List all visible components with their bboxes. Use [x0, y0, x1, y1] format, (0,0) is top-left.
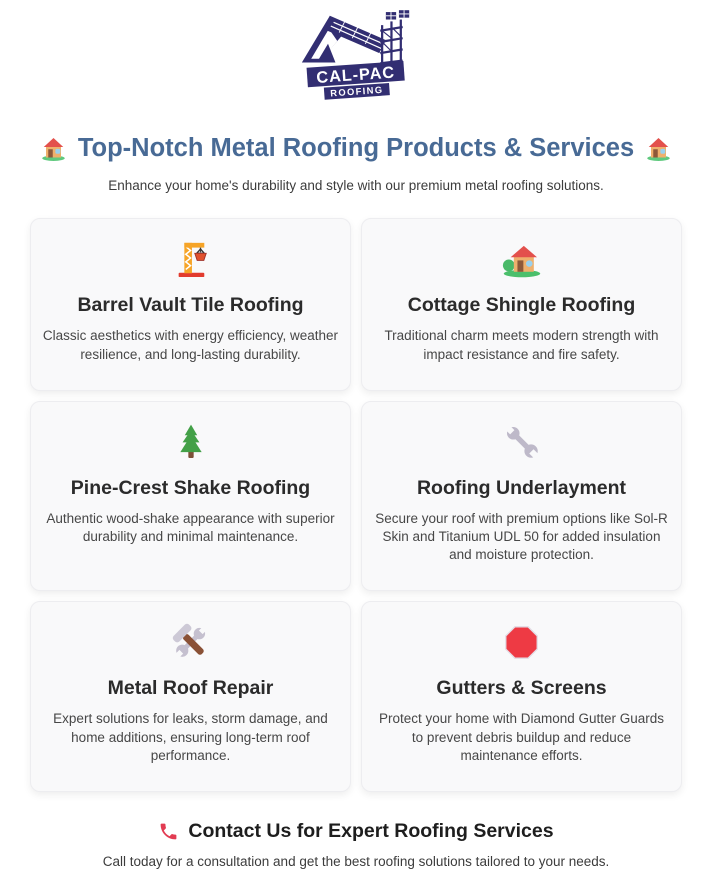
hammer-wrench-icon [41, 621, 340, 663]
card-title: Metal Roof Repair [107, 677, 274, 700]
phone-icon [158, 821, 179, 842]
contact-title [0, 820, 712, 843]
evergreen-tree-icon [41, 421, 340, 463]
contact-subtitle: Call today for a consultation and get the best roofing solutions tailored to your needs. [102, 854, 610, 870]
logo-subtitle: ROOFING [329, 84, 384, 99]
card-title: Pine-Crest Shake Roofing [70, 476, 311, 499]
card-barrel-vault-tile-roofing [30, 218, 351, 390]
card-description: Classic aesthetics with energy efficiency, weather resilience, and long-lasting durability. [42, 328, 339, 362]
page-title-text: Top-Notch Metal Roofing Products & Services [77, 134, 635, 162]
card-description: Authentic wood-shake appearance with superior durability and minimal maintenance. [46, 510, 335, 544]
cal-pac-roofing-logo [300, 10, 412, 100]
card-title: Gutters & Screens [436, 677, 607, 700]
house-icon [645, 135, 672, 162]
card-pine-crest-shake-roofing [30, 401, 351, 592]
card-title: Roofing Underlayment [416, 476, 627, 499]
logo [0, 0, 712, 100]
page-title [0, 134, 712, 163]
services-grid [30, 218, 682, 792]
card-cottage-shingle-roofing [361, 218, 682, 390]
card-description: Secure your roof with premium options like Sol-R Skin and Titanium UDL 50 for added insulation and moisture protection. [375, 510, 668, 563]
card-title: Cottage Shingle Roofing [407, 294, 636, 317]
stop-sign-icon [372, 621, 671, 663]
card-roofing-underlayment [361, 401, 682, 592]
house-garden-icon [372, 238, 671, 280]
contact-title-text: Contact Us for Expert Roofing Services [188, 820, 554, 843]
card-title: Barrel Vault Tile Roofing [77, 294, 304, 317]
construction-crane-icon [41, 238, 340, 280]
logo-title: CAL-PAC [315, 63, 396, 87]
wrench-icon [372, 421, 671, 463]
house-icon [40, 135, 67, 162]
card-description: Expert solutions for leaks, storm damage, and home additions, ensuring long-term roof performance. [53, 711, 328, 763]
card-description: Traditional charm meets modern strength with impact resistance and fire safety. [384, 328, 659, 362]
card-metal-roof-repair [30, 601, 351, 792]
page-subtitle: Enhance your home's durability and style with our premium metal roofing solutions. [108, 178, 604, 194]
card-description: Protect your home with Diamond Gutter Guards to prevent debris buildup and reduce maintenance efforts. [378, 711, 665, 763]
card-gutters-and-screens [361, 601, 682, 792]
